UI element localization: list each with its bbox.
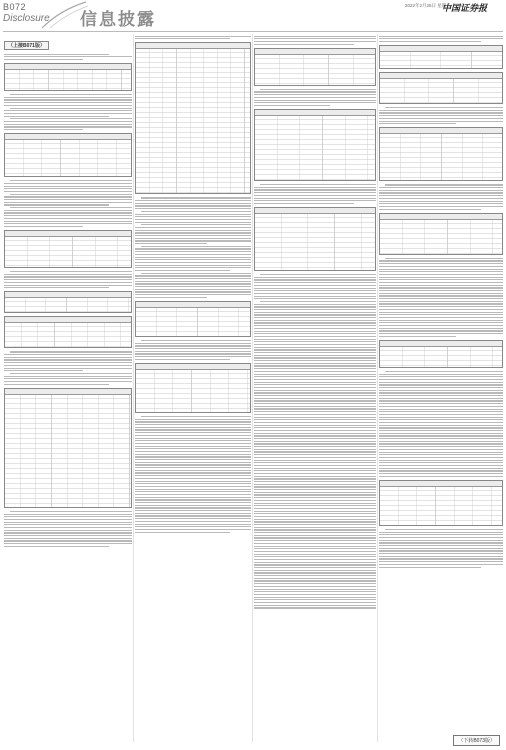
data-table — [4, 63, 132, 91]
text-block — [254, 274, 376, 608]
data-table — [379, 340, 503, 368]
continued-on-tag: （下转B073版） — [453, 735, 500, 746]
column-divider — [377, 34, 378, 742]
text-block — [379, 258, 503, 337]
column-divider — [252, 34, 253, 742]
page-number: B072 — [3, 2, 27, 12]
text-block — [379, 371, 503, 477]
text-block — [4, 511, 132, 547]
masthead — [0, 0, 506, 30]
data-table — [379, 72, 503, 104]
text-block — [254, 184, 376, 204]
section-title-en: Disclosure — [3, 13, 50, 24]
data-table — [135, 301, 251, 337]
column-1 — [4, 34, 132, 742]
data-table — [4, 316, 132, 348]
text-block — [4, 180, 132, 227]
text-block — [4, 54, 132, 61]
text-block — [135, 416, 251, 533]
text-block — [4, 271, 132, 288]
data-table — [379, 213, 503, 255]
data-table — [4, 388, 132, 508]
text-block — [379, 36, 503, 43]
data-table — [379, 45, 503, 69]
continued-from-tag: （上接B071版） — [4, 41, 49, 50]
text-block — [4, 94, 132, 130]
text-block — [254, 89, 376, 106]
data-table — [379, 480, 503, 526]
text-block — [379, 184, 503, 209]
text-block — [135, 36, 251, 40]
data-table — [379, 127, 503, 181]
data-table — [4, 133, 132, 177]
column-3 — [254, 34, 376, 742]
column-2 — [135, 34, 251, 742]
newspaper-logo: 中国证券报 — [442, 4, 488, 14]
data-table — [4, 291, 132, 313]
text-block — [4, 351, 132, 384]
column-4 — [379, 34, 503, 742]
header-rule — [3, 31, 503, 32]
section-title-zh: 信息披露 — [80, 10, 156, 30]
text-block — [379, 529, 503, 568]
text-block — [254, 36, 376, 45]
data-table — [135, 42, 251, 194]
data-table — [254, 109, 376, 181]
data-table — [135, 363, 251, 413]
data-table — [254, 207, 376, 271]
text-block — [135, 197, 251, 298]
column-divider — [133, 34, 134, 742]
data-table — [254, 48, 376, 86]
text-block — [135, 340, 251, 360]
data-table — [4, 230, 132, 268]
text-block — [379, 107, 503, 124]
issue-date: 2022年2月25日 星期五 — [405, 3, 451, 8]
